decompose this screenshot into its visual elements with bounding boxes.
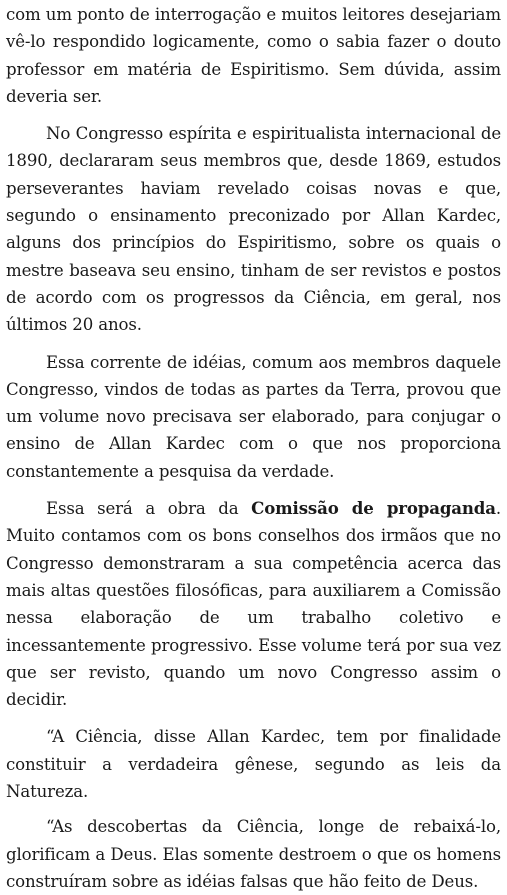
paragraph-1: com um ponto de interrogação e muitos leitores desejariam vê-lo respondido logicamente, como o sabia fazer o douto professor em matéria de Espiritismo. Sem dúvida, assim deveria ser. bbox=[6, 5, 501, 106]
commission-name: Comissão de propaganda bbox=[251, 498, 496, 519]
paragraph-4 bbox=[6, 495, 501, 713]
paragraph-6: “As descobertas da Ciência, longe de rebaixá-lo, glorificam a Deus. Elas somente destroem o que os homens construíram sobre as idéias falsas que hão feito de Deus. bbox=[6, 817, 501, 891]
paragraph-5: “A Ciência, disse Allan Kardec, tem por finalidade constituir a verdadeira gênese, segundo as leis da Natureza. bbox=[6, 727, 501, 802]
document-page bbox=[0, 1, 507, 891]
paragraph-2: No Congresso espírita e espiritualista internacional de 1890, declararam seus membros que, desde 1869, estudos perseverantes haviam revelado coisas novas e que, segundo o ensinamento preconizado por Allan Kardec, alguns dos princípios do Espiritismo, sobre os quais o mestre baseava seu ensino, tinham de ser revistos e postos de acordo com os progressos da Ciência, em geral, nos últimos 20 anos. bbox=[6, 124, 501, 335]
paragraph-4-rest: . Muito contamos com os bons conselhos dos irmãos que no Congresso demonstraram a sua competência acerca das mais altas questões filosóficas, para auxiliarem a Comissão nessa elaboração de um trabalho coletivo e incessantemente progressivo. Esse volume terá por sua vez que ser revisto, quando um novo Congresso assim o decidir. bbox=[6, 499, 501, 710]
paragraph-4-lead: Essa será a obra da bbox=[46, 499, 252, 519]
paragraph-3: Essa corrente de idéias, comum aos membros daquele Congresso, vindos de todas as partes da Terra, provou que um volume novo precisava ser elaborado, para conjugar o ensino de Allan Kardec com o que nos proporciona constantemente a pesquisa da verdade. bbox=[6, 352, 501, 481]
